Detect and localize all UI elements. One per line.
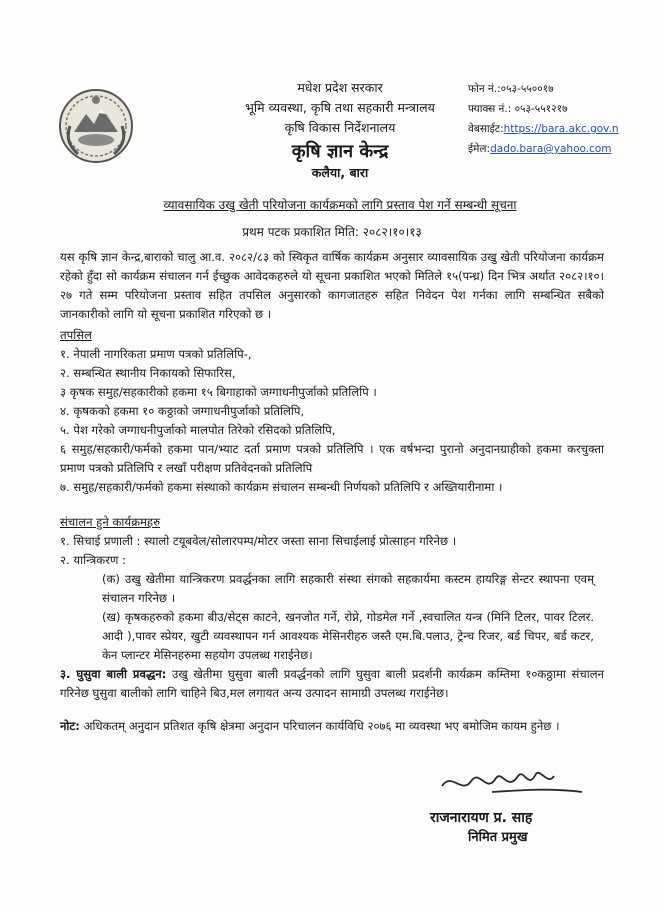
- tapsil-title: तपसिल: [60, 328, 92, 342]
- directorate-name: कृषि विकास निर्देशनालय: [284, 120, 396, 135]
- program-irrigation: १. सिचाई प्रणाली : स्यालो टयूबवेल/सोलारपम्प/मोटर जस्ता साना सिचाईलाई प्रोत्साहन गरिनेछ ।: [60, 534, 457, 548]
- ministry-name: भूमि व्यवस्था, कृषि तथा सहकारी मन्त्रालय: [245, 100, 435, 115]
- tapsil-item: ५. पेश गरेको जग्गाधनीपुर्जाको मालपोत तिरेको रसिदको प्रतिलिपि,: [60, 423, 336, 437]
- signatory-title: निमित प्रमुख: [468, 830, 528, 845]
- notice-body: [60, 248, 604, 736]
- nepal-emblem-icon: [56, 86, 136, 166]
- tapsil-item: १. नेपाली नागरिकता प्रमाण पत्रको प्रतिलिपि-,: [60, 347, 252, 361]
- tapsil-item: ६ समुह/सहकारी/फर्मको हकमा पान/भ्याट दर्ता प्रमाण पत्रको प्रतिलिपि । एक वर्षभन्दा पुरानो अनुदानग्राहीको हकमा करचुक्ता प्रमाण पत्रको प्रतिलिपि र लखाँ परीक्षण प्रतिवेदनको प्रतिलिपि: [60, 442, 604, 475]
- intro-paragraph: यस कृषि ज्ञान केन्द्र,बाराको चालु आ.व. २०८२/८३ को स्विकृत वार्षिक कार्यक्रम अनुसार व्यावसायिक उखु खेती परियोजना कार्यक्रम रहेको हुँदा सो कार्यक्रम संचालन गर्न ईच्छुक आवेदकहरुले यो सूचना प्रकाशित भएको मितिले १५(पन्ध्र) दिन भित्र अर्थात २०८२।१०।२७ गते सम्म परियोजना प्रस्ताव सहित तपसिल अनुसारको कागजातहरु सहित निवेदन पेश गर्नका लागि सम्बन्धित सबैको जानकारीको लागि यो सूचना प्रकाशित गरिएको छ ।: [60, 250, 604, 321]
- tapsil-item: ३ कृषक समुह/सहकारीको हकमा १५ बिगाहाको जग्गाधनीपुर्जाको प्रतिलिपि ।: [60, 385, 377, 399]
- program-mechanization-a: (क) उखु खेतीमा यान्त्रिकरण प्रवर्द्धनका लागि सहकारी संस्था संगको सहकार्यमा कस्टम हायरिङ्ग सेन्टर स्थापना एवम् संचालन गरिनेछ ।: [102, 572, 594, 605]
- signatory-name: राजनारायण प्र. साह: [430, 810, 533, 826]
- tapsil-item: २. सम्बन्धित स्थानीय निकायको सिफारिस,: [60, 366, 236, 380]
- intercrop-text: उखु खेतीमा घुसुवा बाली प्रवर्द्धनको लागि घुसुवा बाली प्रदर्शनी कार्यक्रम कम्तिमा १०कठ्ठामा संचालन गरिनेछ घुसुवा बालीको लागि चाहिने बिउ,मल लगायत अन्य उत्पादन सामाग्री उपलब्ध गराईनेछ।: [60, 667, 604, 700]
- gov-name: मधेश प्रदेश सरकार: [297, 80, 383, 95]
- tapsil-item: ७. समुह/सहकारी/फर्मको हकमा संस्थाको कार्यक्रम संचालन सम्बन्धी निर्णयको प्रतिलिपि र अख्तियारीनामा ।: [60, 480, 503, 494]
- program-intercrop: [60, 665, 604, 703]
- tapsil-item: ४. कृषकको हकमा १० कठ्ठाको जग्गाधनीपुर्जाको प्रतिलिपि,: [60, 404, 305, 418]
- note-label: नोट:: [60, 719, 80, 733]
- notice-subject: व्यावसायिक उखु खेती परियोजना कार्यक्रमको लागि प्रस्ताव पेश गर्ने सम्बन्धी सूचना: [163, 198, 517, 212]
- website-label: वेबसाईट:: [468, 123, 504, 135]
- office-location: कलैया, बारा: [311, 165, 369, 180]
- office-name: कृषि ज्ञान केन्द्र: [291, 141, 389, 162]
- publish-date: प्रथम पटक प्रकाशित मिति: २०८२।१०।१३: [242, 225, 422, 239]
- program-mechanization: २. यान्त्रिकरण :: [60, 553, 126, 567]
- fax-number: फ्याक्स नं.: ०५३-५५१२१७: [468, 103, 568, 115]
- note-text: अधिकतम् अनुदान प्रतिशत कृषि क्षेत्रमा अनुदान परिचालन कार्यविधि २०७६ मा व्यवस्था भए बमोजिम कायम हुनेछ ।: [79, 719, 560, 733]
- note-paragraph: [60, 717, 604, 736]
- website-row: [468, 119, 658, 139]
- phone-number: फोन नं.:०५३-५५००१७: [468, 83, 554, 95]
- program-mechanization-b: (ख) कृषकहरुको हकमा बीउ/सेट्स काटने, खनजोत गर्ने, रोप्ने, गोडमेल गर्ने ,स्वचालित यन्त्र (मिनि टिलर, पावर टिलर. आदी ),पावर स्प्रेयर, खुटी व्यवस्थापन गर्न आवश्यक मेसिनरीहरु जस्तै एम.बि.पलाउ, ट्रेन्च रिजर, बर्ड चिपर, बर्ड कटर, केन प्लान्टर मेसिनहरुमा सहयोग उपलब्ध गराईनेछ।: [102, 610, 594, 662]
- email-row: [468, 139, 658, 159]
- office-header: [190, 78, 490, 182]
- website-link[interactable]: https://bara.akc.gov.n: [503, 123, 619, 135]
- programs-title: संचालन हुने कार्यक्रमहरु: [60, 515, 161, 529]
- email-label: ईमेल:: [468, 143, 491, 155]
- contact-block: [468, 79, 658, 159]
- intercrop-label: ३. घुसुवा बाली प्रवद्धन:: [60, 667, 167, 681]
- email-link[interactable]: dado.bara@yahoo.com: [490, 143, 612, 155]
